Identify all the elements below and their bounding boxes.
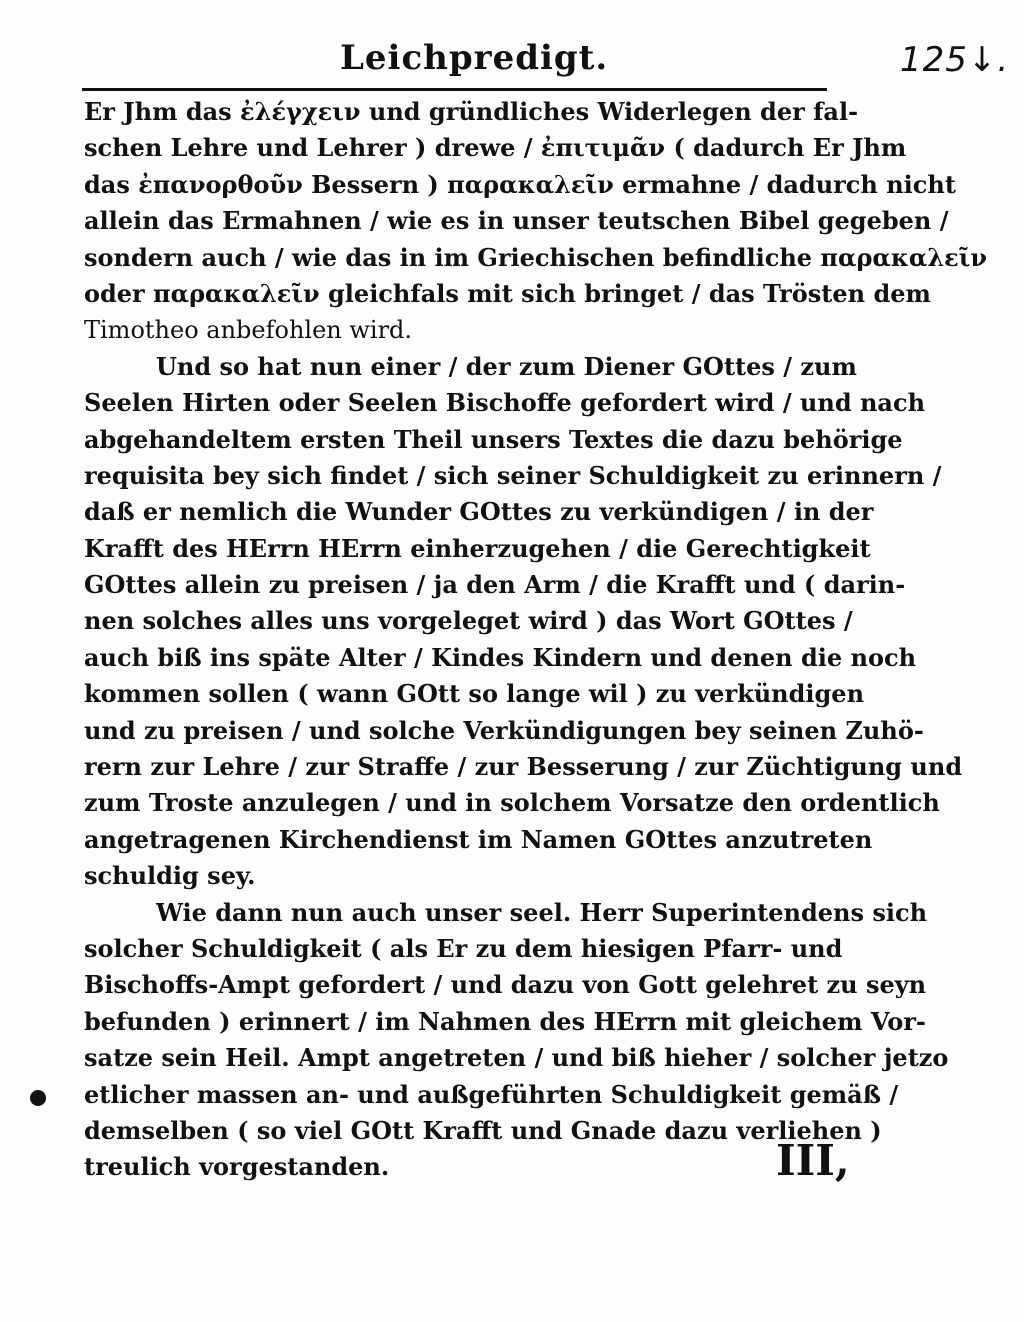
- text-line: sondern auch / wie das in im Griechischen befindliche παρακαλεῖν: [84, 242, 988, 272]
- text-line: oder παρακαλεῖν gleichfals mit sich bringet / das Trösten dem: [84, 278, 931, 308]
- body-text: [84, 94, 988, 1186]
- catchword: III,: [776, 1136, 850, 1185]
- paragraph-start-line: Wie dann nun auch unser seel. Herr Superintendens sich: [156, 897, 928, 927]
- text-line: etlicher massen an- und außgeführten Schuldigkeit gemäß /: [84, 1079, 899, 1109]
- text-line: abgehandeltem ersten Theil unsers Textes die dazu behörige: [84, 424, 903, 454]
- text-line: angetragenen Kirchendienst im Namen GOttes anzutreten: [84, 824, 873, 854]
- text-line: treulich vorgestanden.: [84, 1152, 390, 1182]
- text-line: auch biß ins späte Alter / Kindes Kindern und denen die noch: [84, 642, 917, 672]
- paragraph-start-line: Und so hat nun einer / der zum Diener GOttes / zum: [156, 351, 857, 381]
- text-line: requisita bey sich findet / sich seiner Schuldigkeit zu erinnern /: [84, 460, 942, 490]
- running-head: Leichpredigt.: [340, 38, 609, 78]
- text-line: demselben ( so viel GOtt Krafft und Gnade dazu verliehen ): [84, 1115, 882, 1145]
- handwritten-folio-number: 125↓.: [900, 40, 1010, 80]
- text-line: und zu preisen / und solche Verkündigungen bey seinen Zuhö-: [84, 715, 924, 745]
- text-line: solcher Schuldigkeit ( als Er zu dem hiesigen Pfarr- und: [84, 933, 843, 963]
- text-line: Bischoffs-Ampt gefordert / und dazu von Gott gelehret zu seyn: [84, 970, 927, 1000]
- text-line: Timotheo anbefohlen wird.: [84, 316, 413, 345]
- text-line: schuldig sey.: [84, 861, 256, 891]
- text-line: Krafft des HErrn HErrn einherzugehen / die Gerechtigkeit: [84, 533, 871, 563]
- text-line: rern zur Lehre / zur Straffe / zur Besserung / zur Züchtigung und: [84, 752, 963, 782]
- text-line: satze sein Heil. Ampt angetreten / und biß hieher / solcher jetzo: [84, 1043, 949, 1073]
- text-line: das ἐπανορθοῦν Bessern ) παρακαλεῖν ermahne / dadurch nicht: [84, 169, 956, 199]
- text-line: daß er nemlich die Wunder GOttes zu verkündigen / in der: [84, 497, 874, 527]
- text-line: kommen sollen ( wann GOtt so lange wil ) zu verkündigen: [84, 679, 865, 709]
- text-line: GOttes allein zu preisen / ja den Arm / die Krafft und ( darin-: [84, 570, 906, 600]
- text-line: nen solches alles uns vorgeleget wird ) das Wort GOttes /: [84, 606, 853, 636]
- text-line: befunden ) erinnert / im Nahmen des HErrn mit gleichem Vor-: [84, 1006, 926, 1036]
- text-line: zum Troste anzulegen / und in solchem Vorsatze den ordentlich: [84, 788, 940, 818]
- text-line: Seelen Hirten oder Seelen Bischoffe gefordert wird / und nach: [84, 388, 926, 418]
- text-line: allein das Ermahnen / wie es in unser teutschen Bibel gegeben /: [84, 206, 949, 236]
- header-rule: [82, 88, 827, 91]
- ink-blot: [30, 1090, 46, 1106]
- text-line: Er Jhm das ἐλέγχειν und gründliches Widerlegen der fal-: [84, 97, 859, 126]
- text-line: schen Lehre und Lehrer ) drewe / ἐπιτιμᾶν ( dadurch Er Jhm: [84, 133, 907, 163]
